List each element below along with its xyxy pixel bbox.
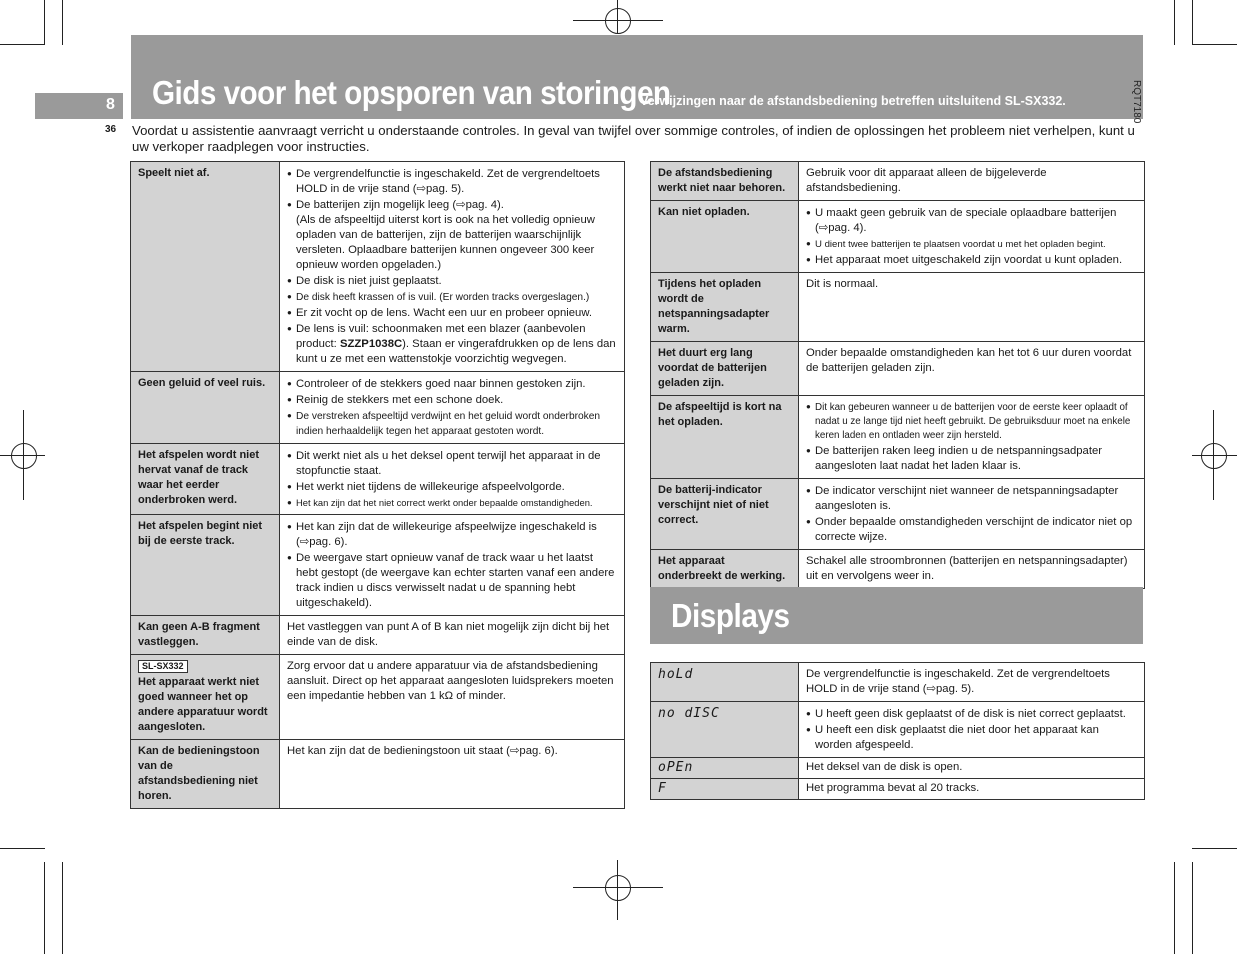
table-row (651, 201, 1145, 273)
crop-mark (1192, 44, 1237, 45)
bullet-item: ● De batterijen zijn mogelijk leeg (⇨pag. 4). (287, 197, 617, 213)
bullet-item: ● De verstreken afspeeltijd verdwijnt en het geluid wordt onderbroken indien herhaaldelijk tegen het apparaat gestoten wordt. (287, 408, 617, 439)
page-title: Gids voor het opsporen van storingen (152, 74, 671, 111)
solution-cell (280, 372, 625, 444)
problem-cell: De afstandsbediening werkt niet naar behoren. (651, 162, 799, 201)
display-meaning-cell: Het deksel van de disk is open. (799, 758, 1145, 779)
registration-mark-line (23, 410, 24, 500)
registration-mark-icon (11, 443, 37, 469)
note-text: (Als de afspeeltijd uiterst kort is ook na het volledig opnieuw opladen van de batterijen, zijn de batterijen waarschijnlijk versleten. Oplaadbare batterijen kunnen ongeveer 300 keer opnieuw worden opgeladen.) (296, 214, 595, 271)
display-meaning-cell (799, 702, 1145, 758)
bullet-item: ● De lens is vuil: schoonmaken met een blazer (aanbevolen product: SZZP1038C). Staan er vingerafdrukken op de lens dan kunt u ze met een wattenstokje voorzichtig wegvegen. (287, 321, 617, 367)
table-row (651, 702, 1145, 758)
crop-mark (62, 862, 63, 954)
problem-cell: Het duurt erg lang voordat de batterijen geladen zijn. (651, 342, 799, 396)
bullet-item: ● De indicator verschijnt niet wanneer de netspanningsadapter aangesloten is. (806, 483, 1137, 514)
solution-cell: Schakel alle stroombronnen (batterijen en netspanningsadapter) uit en vervolgens weer in. (799, 550, 1145, 589)
crop-mark (0, 44, 45, 45)
model-tag: SL-SX332 (138, 660, 188, 673)
table-row (131, 740, 625, 809)
display-code-cell (651, 758, 799, 779)
registration-mark-line (573, 887, 663, 888)
bullet-item: ● Controleer of de stekkers goed naar binnen gestoken zijn. (287, 376, 617, 392)
bullet-item: ● De weergave start opnieuw vanaf de track waar u het laatst hebt gestopt (de weergave kan echter starten vanaf een andere track indien u discs verwisselt nadat u de spanning hebt uitgeschakeld). (287, 550, 617, 611)
problem-cell: Het afspelen begint niet bij de eerste track. (131, 515, 280, 616)
displays-table (650, 662, 1145, 800)
bullet-item: ● U heeft een disk geplaatst die niet door het apparaat kan worden afgespeeld. (806, 722, 1137, 753)
product-code: SZZP1038C (339, 338, 403, 350)
crop-mark (1192, 862, 1193, 954)
bullet-item: ● U dient twee batterijen te plaatsen voordat u met het opladen begint. (806, 236, 1137, 252)
crop-mark (1192, 0, 1193, 45)
display-code-cell (651, 779, 799, 800)
display-meaning-cell: Het programma bevat al 20 tracks. (799, 779, 1145, 800)
table-row (651, 479, 1145, 550)
problem-cell: De afspeeltijd is kort na het opladen. (651, 396, 799, 479)
crop-mark (1174, 862, 1175, 954)
bullet-item: ● De disk heeft krassen of is vuil. (Er worden tracks overgeslagen.) (287, 289, 617, 305)
bullet-item: ● U heeft geen disk geplaatst of de disk is niet correct geplaatst. (806, 706, 1137, 722)
page-number: 8 (106, 96, 115, 113)
crop-mark (1174, 0, 1175, 45)
crop-mark (0, 848, 45, 849)
display-meaning-cell: De vergrendelfunctie is ingeschakeld. Zet de vergrendeltoets HOLD in de vrije stand (⇨pag. 5). (799, 663, 1145, 702)
bullet-item: ● De disk is niet juist geplaatst. (287, 273, 617, 289)
bullet-item: ● De vergrendelfunctie is ingeschakeld. Zet de vergrendeltoets HOLD in de vrije stand (⇨pag. 5). (287, 166, 617, 197)
table-row (131, 444, 625, 515)
registration-mark-icon (1201, 443, 1227, 469)
bullet-item: ● U maakt geen gebruik van de speciale oplaadbare batterijen (⇨pag. 4). (806, 205, 1137, 236)
left-troubleshooting-table (130, 161, 625, 809)
problem-cell: Het afspelen wordt niet hervat vanaf de track waar het eerder onderbroken werd. (131, 444, 280, 515)
table-row (651, 396, 1145, 479)
solution-cell: Het kan zijn dat de bedieningstoon uit staat (⇨pag. 6). (280, 740, 625, 809)
table-row (651, 663, 1145, 702)
bullet-item: ● Onder bepaalde omstandigheden verschijnt de indicator niet op correcte wijze. (806, 514, 1137, 545)
bullet-item: ● Dit kan gebeuren wanneer u de batterijen voor de eerste keer oplaadt of nadat u ze lange tijd niet heeft gebruikt. De gebruiksduur moet na enkele keren laden en ontladen weer zijn hersteld. (806, 400, 1137, 443)
display-code: no dISC (658, 706, 720, 721)
problem-cell: Speelt niet af. (131, 162, 280, 372)
bullet-item: ● Reinig de stekkers met een schone doek. (287, 392, 617, 408)
solution-cell: Dit is normaal. (799, 273, 1145, 342)
page-sub-number: 36 (105, 124, 117, 135)
registration-mark-icon (605, 875, 631, 901)
registration-mark-line (1192, 455, 1237, 456)
table-row (651, 550, 1145, 589)
registration-mark-line (617, 0, 618, 34)
solution-cell (799, 396, 1145, 479)
solution-cell (799, 479, 1145, 550)
bullet-item: ● De batterijen raken leeg indien u de netspanningsadpater aangesloten laat nadat het laden klaar is. (806, 443, 1137, 474)
bullet-item: ● Dit werkt niet als u het deksel opent terwijl het apparaat in de stopfunctie staat. (287, 448, 617, 479)
bullet-item: ● Het apparaat moet uitgeschakeld zijn voordat u kunt opladen. (806, 252, 1137, 268)
registration-mark-line (1213, 410, 1214, 500)
side-code: RQT7180 (1131, 80, 1142, 124)
problem-cell: De batterij-indicator verschijnt niet of niet correct. (651, 479, 799, 550)
registration-mark-line (573, 20, 663, 21)
display-code: hoLd (658, 667, 694, 682)
problem-cell: SL-SX332 Het apparaat werkt niet goed wanneer het op andere apparatuur wordt aangesloten. (131, 655, 280, 740)
solution-cell: Onder bepaalde omstandigheden kan het tot 6 uur duren voordat de batterijen geladen zijn. (799, 342, 1145, 396)
problem-cell: Geen geluid of veel ruis. (131, 372, 280, 444)
bullet-item: ● Het kan zijn dat de willekeurige afspeelwijze ingeschakeld is (⇨pag. 6). (287, 519, 617, 550)
page-subtitle: Verwijzingen naar de afstandsbediening betreffen uitsluitend SL-SX332. (640, 94, 1066, 108)
crop-mark (44, 0, 45, 45)
displays-title: Displays (671, 597, 790, 634)
registration-mark-line (617, 860, 618, 920)
problem-cell: Kan de bedieningstoon van de afstandsbediening niet horen. (131, 740, 280, 809)
right-troubleshooting-table (650, 161, 1145, 589)
bullet-item: ● Er zit vocht op de lens. Wacht een uur en probeer opnieuw. (287, 305, 617, 321)
solution-cell: Gebruik voor dit apparaat alleen de bijgeleverde afstandsbediening. (799, 162, 1145, 201)
table-row (131, 162, 625, 372)
intro-text: Voordat u assistentie aanvraagt verricht u onderstaande controles. In geval van twijfel over sommige controles, of indien de oplossingen het probleem niet verhelpen, kunt u uw verkoper raadplegen voor instructies. (132, 123, 1135, 154)
table-row (651, 342, 1145, 396)
crop-mark (1192, 848, 1237, 849)
solution-cell (280, 162, 625, 372)
table-row (651, 162, 1145, 201)
solution-cell: Het vastleggen van punt A of B kan niet mogelijk zijn dicht bij het einde van de disk. (280, 616, 625, 655)
problem-cell: Tijdens het opladen wordt de netspanningsadapter warm. (651, 273, 799, 342)
solution-cell (280, 515, 625, 616)
solution-cell: Zorg ervoor dat u andere apparatuur via de afstandsbediening aansluit. Direct op het apparaat aangesloten luidsprekers moeten een impedantie hebben van 1 kΩ of minder. (280, 655, 625, 740)
solution-cell (799, 201, 1145, 273)
registration-mark-icon (605, 8, 631, 34)
problem-cell: Kan geen A-B fragment vastleggen. (131, 616, 280, 655)
display-code: oPEn (658, 760, 694, 775)
table-row (651, 758, 1145, 779)
table-row (651, 273, 1145, 342)
problem-cell: Kan niet opladen. (651, 201, 799, 273)
display-code-cell (651, 663, 799, 702)
display-code: F (658, 781, 667, 796)
bullet-item: ● Het werkt niet tijdens de willekeurige afspeelvolgorde. (287, 479, 617, 495)
problem-cell: Het apparaat onderbreekt de werking. (651, 550, 799, 589)
solution-cell (280, 444, 625, 515)
crop-mark (62, 0, 63, 45)
table-row (131, 616, 625, 655)
bullet-item: ● Het kan zijn dat het niet correct werkt onder bepaalde omstandigheden. (287, 495, 617, 510)
table-row (651, 779, 1145, 800)
table-row (131, 655, 625, 740)
crop-mark (44, 862, 45, 954)
display-code-cell (651, 702, 799, 758)
table-row (131, 372, 625, 444)
table-row (131, 515, 625, 616)
